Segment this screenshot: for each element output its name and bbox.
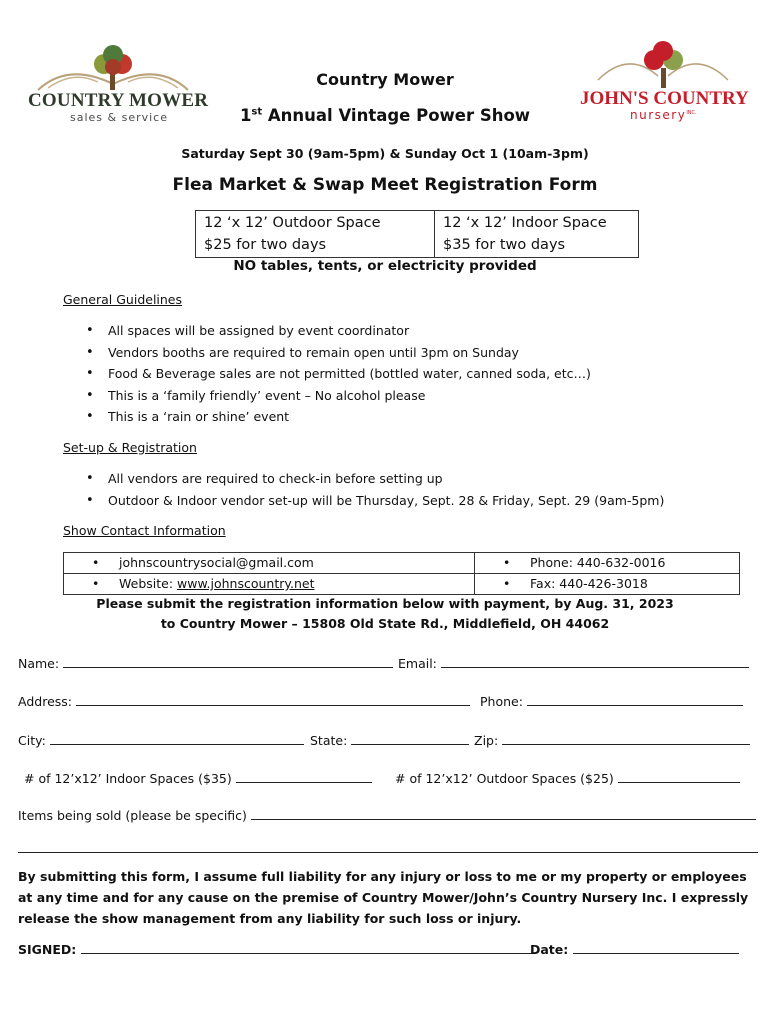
date-field[interactable]	[530, 939, 739, 957]
name-label: Name:	[18, 656, 64, 671]
list-item: • Food & Beverage sales are not permitted (bottled water, canned soda, etc…)	[80, 363, 740, 385]
outdoor-space-cell	[196, 211, 435, 258]
show-ordinal: 1	[239, 106, 252, 125]
city-field[interactable]	[18, 730, 304, 748]
list-item: • All spaces will be assigned by event coordinator	[80, 320, 740, 342]
address-input-line[interactable]	[76, 691, 470, 706]
company-title: Country Mower	[316, 70, 454, 89]
logo-suffix: INC.	[686, 110, 697, 116]
indoor-spaces-input-line[interactable]	[236, 768, 372, 783]
list-item: • This is a ‘family friendly’ event – No alcohol please	[80, 385, 740, 407]
guidelines-heading: General Guidelines	[63, 292, 183, 307]
contact-fax-cell: • Fax: 440-426-3018	[475, 574, 740, 595]
liability-statement: By submitting this form, I assume full liability for any injury or loss to me or my property or employees at any time and for any cause on the premise of Country Mower/John’s Country Nursery Inc. I expressly release the show management from any liability for such loss or injury.	[18, 869, 749, 926]
email-input-line[interactable]	[441, 653, 749, 668]
items-sold-field[interactable]	[18, 805, 756, 823]
state-label: State:	[310, 733, 352, 748]
contact-email[interactable]: johnscountrysocial@gmail.com	[119, 555, 314, 570]
setup-list	[80, 468, 760, 511]
phone-field[interactable]	[480, 691, 743, 709]
outdoor-spaces-input-line[interactable]	[618, 768, 740, 783]
contact-email-cell: • johnscountrysocial@gmail.com	[64, 553, 475, 574]
address-field[interactable]	[18, 691, 470, 709]
contact-website-cell: • Website: www.johnscountry.net	[64, 574, 475, 595]
list-item: • This is a ‘rain or shine’ event	[80, 406, 740, 428]
outdoor-space-size: 12 ‘x 12’ Outdoor Space	[204, 215, 381, 231]
indoor-spaces-label: # of 12’x12’ Indoor Spaces ($35)	[24, 771, 236, 786]
date-input-line[interactable]	[573, 939, 739, 954]
show-title-text: Annual Vintage Power Show	[262, 106, 531, 125]
indoor-space-cell	[435, 211, 639, 258]
website-link[interactable]: www.johnscountry.net	[177, 576, 315, 591]
zip-field[interactable]	[474, 730, 750, 748]
contact-heading: Show Contact Information	[63, 523, 226, 538]
signed-label: SIGNED:	[18, 942, 81, 957]
phone-input-line[interactable]	[527, 691, 743, 706]
city-input-line[interactable]	[50, 730, 304, 745]
indoor-spaces-field[interactable]	[24, 768, 372, 786]
guidelines-list	[80, 320, 740, 428]
no-tables-notice: NO tables, tents, or electricity provided	[233, 258, 537, 274]
address-label: Address:	[18, 694, 76, 709]
contact-fax: Fax: 440-426-3018	[530, 576, 648, 591]
list-item: • All vendors are required to check-in before setting up	[80, 468, 760, 490]
zip-label: Zip:	[474, 733, 503, 748]
submit-line-1: Please submit the registration information below with payment, by Aug. 31, 2023	[96, 596, 674, 611]
signature-field[interactable]	[18, 939, 533, 957]
list-item: • Vendors booths are required to remain open until 3pm on Sunday	[80, 342, 740, 364]
list-item: • Outdoor & Indoor vendor set-up will be Thursday, Sept. 28 & Friday, Sept. 29 (9am-5pm)	[80, 490, 760, 512]
spaces-table	[195, 210, 639, 258]
setup-heading: Set-up & Registration	[63, 440, 197, 455]
logo-tagline-text: nursery	[630, 108, 687, 122]
show-title	[0, 106, 770, 125]
date-label: Date:	[530, 942, 573, 957]
contact-phone: Phone: 440-632-0016	[530, 555, 666, 570]
indoor-space-size: 12 ‘x 12’ Indoor Space	[443, 215, 607, 231]
submit-line-2: to Country Mower – 15808 Old State Rd., Middlefield, OH 44062	[160, 616, 610, 631]
city-label: City:	[18, 733, 50, 748]
contact-table	[63, 552, 740, 595]
zip-input-line[interactable]	[502, 730, 750, 745]
outdoor-spaces-field[interactable]	[395, 768, 740, 786]
country-mower-logo-tagline: sales & service	[70, 111, 168, 124]
form-title: Flea Market & Swap Meet Registration Form	[172, 175, 598, 195]
email-label: Email:	[398, 656, 441, 671]
state-input-line[interactable]	[351, 730, 469, 745]
state-field[interactable]	[310, 730, 469, 748]
phone-label: Phone:	[480, 694, 527, 709]
indoor-space-price: $35 for two days	[443, 237, 566, 253]
country-mower-logo-name: COUNTRY MOWER	[28, 90, 209, 111]
outdoor-spaces-label: # of 12’x12’ Outdoor Spaces ($25)	[395, 771, 618, 786]
name-input-line[interactable]	[63, 653, 393, 668]
contact-phone-cell: • Phone: 440-632-0016	[475, 553, 740, 574]
show-ordinal-suffix: st	[251, 106, 263, 118]
name-field[interactable]	[18, 653, 393, 671]
items-sold-input-line-2[interactable]	[18, 852, 758, 853]
email-field[interactable]	[398, 653, 749, 671]
show-dates: Saturday Sept 30 (9am-5pm) & Sunday Oct 1 (10am-3pm)	[181, 146, 589, 161]
website-label: Website:	[119, 576, 178, 591]
items-sold-input-line[interactable]	[251, 805, 756, 820]
outdoor-space-price: $25 for two days	[204, 237, 327, 253]
johns-country-logo-name: JOHN'S COUNTRY	[580, 88, 749, 109]
items-sold-label: Items being sold (please be specific)	[18, 808, 251, 823]
signature-input-line[interactable]	[81, 939, 533, 954]
